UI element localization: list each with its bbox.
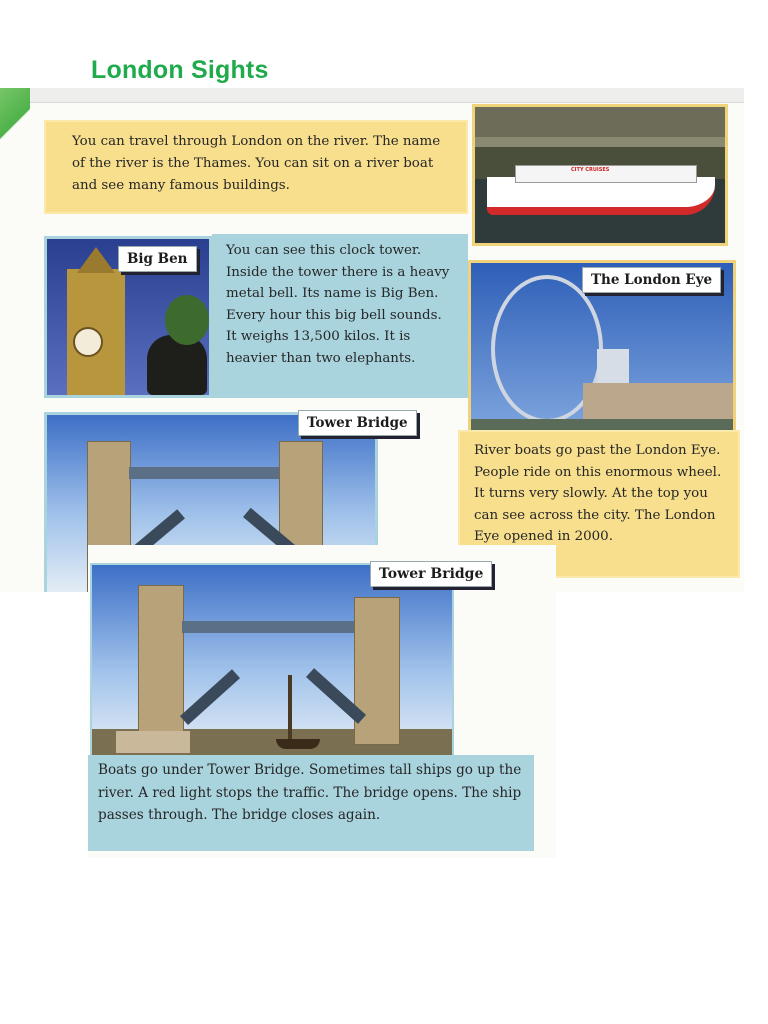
horse-statue	[147, 335, 207, 395]
bridge-tower-left-bottom	[138, 585, 184, 743]
river-boat-photo	[472, 104, 728, 246]
tower-bridge-text-panel	[88, 755, 534, 851]
bridge-walkway	[129, 467, 279, 479]
big-ben-text-panel	[212, 234, 468, 398]
bridge-walkway-bottom	[182, 621, 354, 633]
tall-ship	[288, 675, 292, 743]
scanned-page-top	[0, 88, 744, 592]
county-hall	[583, 383, 733, 423]
tower-bridge-label-bottom: Tower Bridge	[370, 561, 492, 587]
london-eye-text: River boats go past the London Eye. People ride on this enormous wheel. It turns very slowly. At the top you can see across the city. The London Eye opened in 2000.	[474, 443, 722, 545]
scanned-page-bottom	[88, 545, 556, 858]
tower-bridge-text: Boats go under Tower Bridge. Sometimes tall ships go up the river. A red light stops the traffic. The bridge opens. The ship passes through. The bridge closes again.	[98, 762, 522, 823]
river-text: You can travel through London on the river. The name of the river is the Thames. You can sit on a river boat and see many famous buildings.	[72, 134, 441, 193]
london-eye-label: The London Eye	[582, 267, 721, 293]
document-heading: London Sights	[91, 56, 269, 84]
big-ben-label: Big Ben	[118, 246, 197, 272]
boat-sign: CITY CRUISES	[571, 167, 610, 173]
river-text-panel	[44, 120, 468, 214]
clock-face	[73, 327, 103, 357]
tower-bridge-label-top: Tower Bridge	[298, 410, 417, 436]
bridge-tower-right-bottom	[354, 597, 400, 745]
decorative-stripe	[0, 88, 30, 228]
tower-bridge-photo-bottom	[90, 563, 454, 757]
big-ben-text: You can see this clock tower. Inside the tower there is a heavy metal bell. Its name is Big Ben. Every hour this big bell sounds. It weighs 13,500 kilos. It is heavier than two elephants.	[226, 243, 450, 366]
scan-toolbar-strip	[0, 88, 744, 103]
